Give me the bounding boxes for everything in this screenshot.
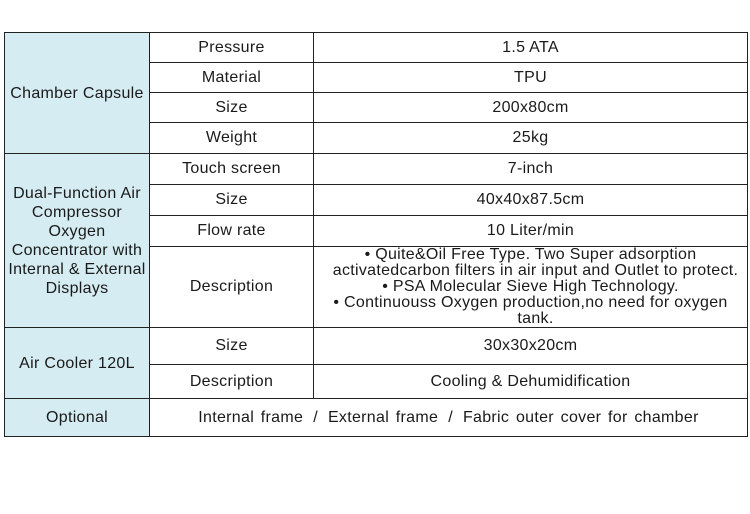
table-row <box>5 33 748 63</box>
attr-material: Material <box>150 63 314 93</box>
value-flow-rate: 10 Liter/min <box>314 216 748 247</box>
attr-weight: Weight <box>150 123 314 154</box>
attr-flow-rate: Flow rate <box>150 216 314 247</box>
optional-item: Fabric outer cover for chamber <box>462 408 699 426</box>
value-size: 30x30x20cm <box>314 328 748 365</box>
optional-item: External frame <box>327 408 439 426</box>
attr-description: Description <box>150 247 314 328</box>
description-bullet: • Quite&Oil Free Type. Two Super adsorption activatedcarbon filters in air input and Outlet to protect. <box>332 246 739 279</box>
value-size: 200x80cm <box>314 93 748 123</box>
separator: / <box>313 408 318 426</box>
attr-size: Size <box>150 93 314 123</box>
attr-touch-screen: Touch screen <box>150 154 314 185</box>
category-air-cooler: Air Cooler 120L <box>5 328 150 399</box>
value-weight: 25kg <box>314 123 748 154</box>
description-bullet: • PSA Molecular Sieve High Technology. <box>382 278 679 295</box>
table-row <box>5 328 748 365</box>
category-chamber-capsule: Chamber Capsule <box>5 33 150 154</box>
table-row <box>5 399 748 437</box>
description-bullet: • Continuouss Oxygen production,no need for oxygen tank. <box>333 294 728 327</box>
separator: / <box>448 408 453 426</box>
table-row <box>5 154 748 185</box>
attr-description: Description <box>150 365 314 399</box>
value-size: 40x40x87.5cm <box>314 185 748 216</box>
optional-item: Internal frame <box>198 408 304 426</box>
attr-size: Size <box>150 185 314 216</box>
value-touch-screen: 7-inch <box>314 154 748 185</box>
attr-size: Size <box>150 328 314 365</box>
value-material: TPU <box>314 63 748 93</box>
optional-items <box>150 399 748 437</box>
description-bullets <box>314 247 748 328</box>
category-optional: Optional <box>5 399 150 437</box>
attr-pressure: Pressure <box>150 33 314 63</box>
spec-table <box>4 32 748 437</box>
value-pressure: 1.5 ATA <box>314 33 748 63</box>
category-oxygen-concentrator: Dual-Function Air Compressor Oxygen Concentrator with Internal & External Displays <box>5 154 150 328</box>
value-description: Cooling & Dehumidification <box>314 365 748 399</box>
